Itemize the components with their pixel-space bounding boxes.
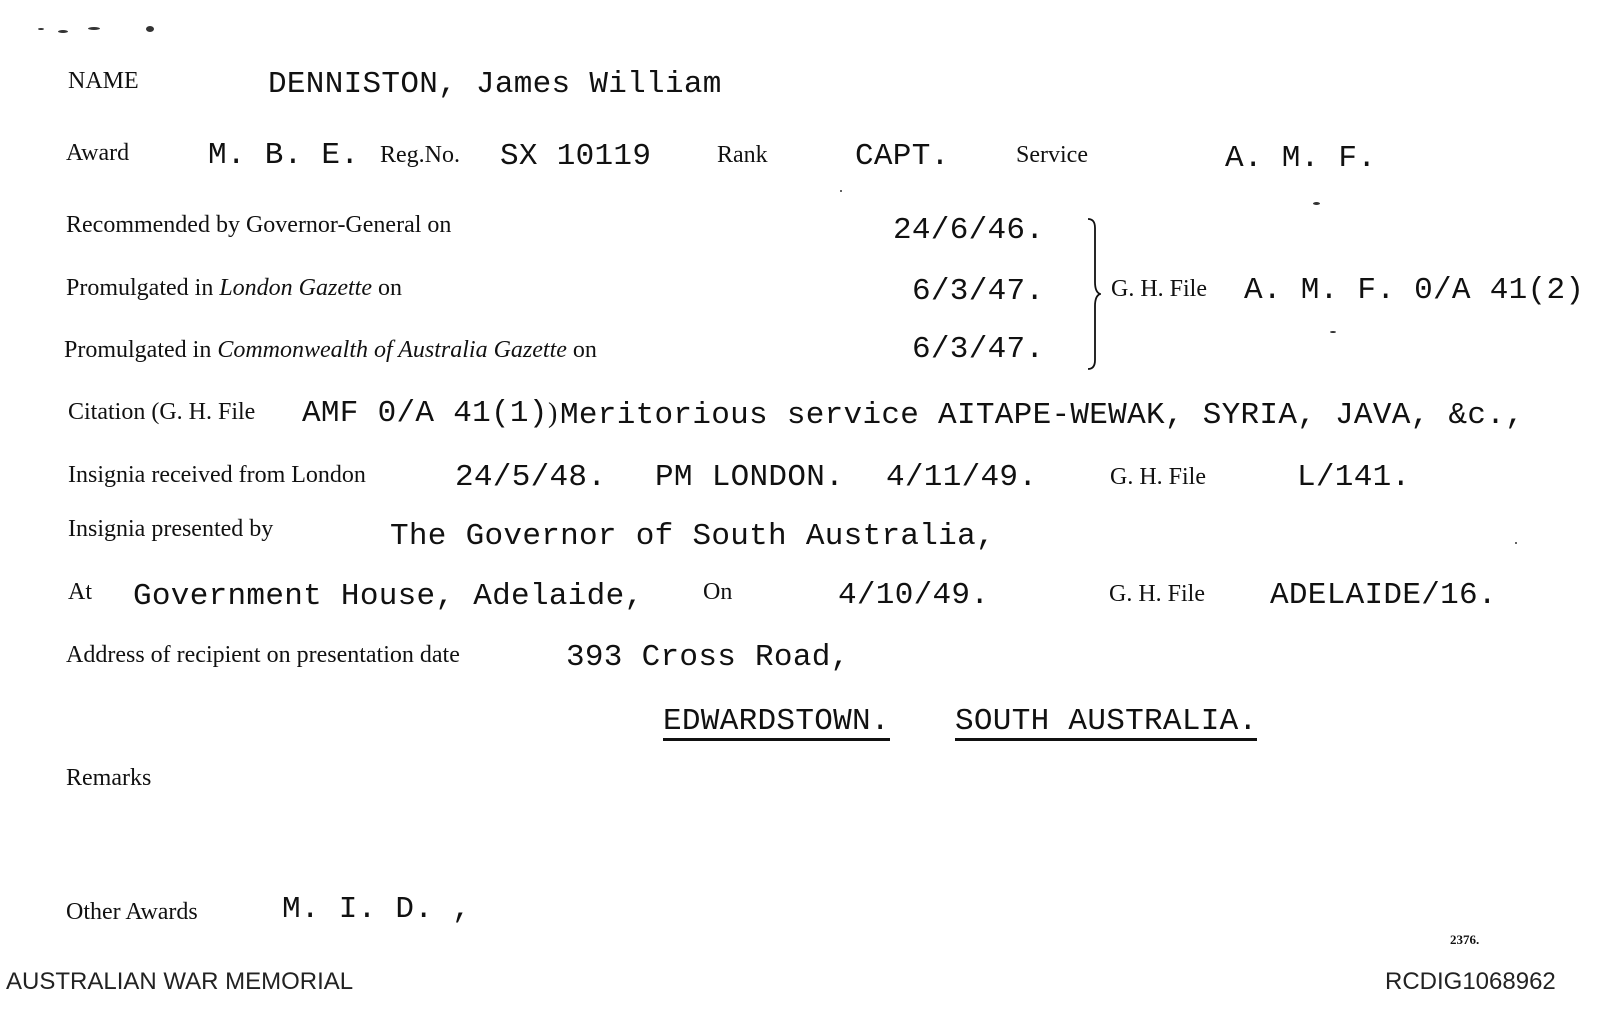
reg-no-value: SX 10119 [500, 139, 652, 174]
scan-mark [58, 30, 68, 33]
service-label: Service [1016, 142, 1088, 168]
insignia-gh-file-value: L/141. [1297, 460, 1411, 495]
other-awards-label: Other Awards [66, 899, 198, 925]
address-label: Address of recipient on presentation date [66, 642, 460, 668]
presented-on-value: 4/10/49. [838, 578, 990, 613]
recommended-date: 24/6/46. [893, 213, 1045, 248]
london-gazette-label: Promulgated in London Gazette on [66, 275, 402, 301]
footer-institution: AUSTRALIAN WAR MEMORIAL [6, 968, 354, 995]
commonwealth-gazette-date: 6/3/47. [912, 332, 1045, 367]
award-label: Award [66, 140, 130, 166]
insignia-received-label: Insignia received from London [68, 462, 366, 488]
address-suburb: EDWARDSTOWN. [663, 704, 890, 739]
remarks-label: Remarks [66, 765, 152, 791]
scan-mark [146, 26, 154, 32]
footer-record-id: RCDIG1068962 [1385, 968, 1556, 995]
citation-paren: ) [548, 398, 558, 429]
other-awards-value: M. I. D. , [282, 892, 472, 927]
insignia-presented-label: Insignia presented by [68, 516, 274, 542]
rank-value: CAPT. [855, 139, 950, 174]
recommended-label: Recommended by Governor-General on [66, 212, 452, 238]
insignia-pm-date: 4/11/49. [886, 460, 1038, 495]
award-value: M. B. E. [208, 138, 360, 173]
commonwealth-gazette-label: Promulgated in Commonwealth of Australia Gazette on [64, 337, 597, 363]
london-gazette-date: 6/3/47. [912, 274, 1045, 309]
insignia-pm: PM LONDON. [655, 460, 845, 495]
right-brace [1087, 218, 1101, 370]
presented-at-value: Government House, Adelaide, [133, 579, 644, 614]
scan-mark [1515, 542, 1517, 544]
address-state: SOUTH AUSTRALIA. [955, 704, 1258, 739]
scan-mark [840, 190, 842, 192]
rank-label: Rank [717, 142, 768, 168]
form-number: 2376. [1450, 932, 1480, 947]
presented-gh-file-value: ADELAIDE/16. [1270, 578, 1497, 613]
address-line1: 393 Cross Road, [566, 640, 850, 675]
presented-gh-file-label: G. H. File [1109, 581, 1205, 607]
gazette-gh-file-value: A. M. F. 0/A 41(2) [1244, 273, 1585, 308]
service-value: A. M. F. [1225, 141, 1377, 176]
name-label: NAME [68, 68, 139, 94]
at-label: At [68, 579, 92, 605]
on-label: On [703, 579, 733, 605]
recipient-name: DENNISTON, James William [268, 67, 722, 102]
citation-label: Citation (G. H. File [68, 399, 256, 425]
reg-no-label: Reg.No. [380, 142, 460, 168]
scan-mark [1313, 202, 1320, 205]
scan-mark [1330, 331, 1336, 333]
insignia-received-date: 24/5/48. [455, 460, 607, 495]
presented-by-value: The Governor of South Australia, [390, 519, 995, 554]
gazette-gh-file-label: G. H. File [1111, 276, 1207, 302]
citation-text: Meritorious service AITAPE-WEWAK, SYRIA, JAVA, &c., [560, 398, 1525, 433]
scan-mark [88, 27, 100, 30]
scan-mark [38, 28, 44, 30]
citation-file: AMF 0/A 41(1) [302, 396, 548, 431]
insignia-gh-file-label: G. H. File [1110, 464, 1206, 490]
